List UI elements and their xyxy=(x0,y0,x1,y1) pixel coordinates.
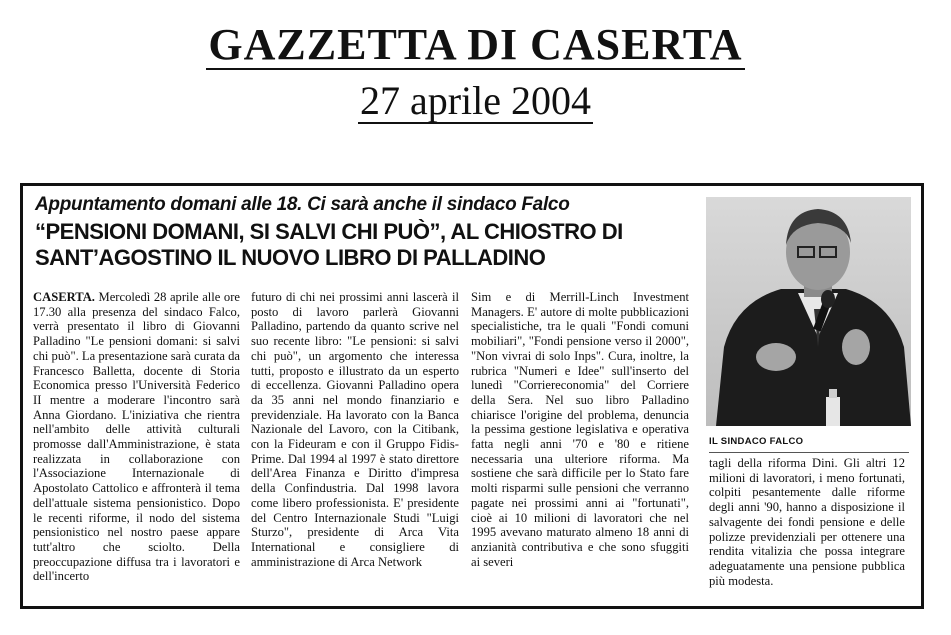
article-column-2: futuro di chi nei prossimi anni lascerà il posto di lavoro parlerà Giovanni Palladino, partendo da quanto scrive nel suo recente libro: "Le pensioni: si salvi chi può", un argomento che interessa tutti, proposto e illustrato da un esperto di eccellenza. Giovanni Palladino opera da 35 anni nel mondo finanziario e previdenziale. Ha lavorato con la Banca Nazionale del Lavoro, con la Citibank, con la Fideuram e con il Gruppo Fidis-Prime. Dal 1994 al 1997 è stato direttore dell'Area Finanza e Diritto d'impresa della Confindustria. Dal 1998 lavora come libero professionista. E' presidente del Centro Internazionale Studi "Luigi Sturzo", presidente di Arca Vita International e consigliere di amministrazione di Arca Network xyxy=(251,290,459,569)
caption-divider xyxy=(709,452,909,453)
mayor-photo xyxy=(706,197,911,426)
mayor-photo-image xyxy=(706,197,911,426)
photo-caption: IL SINDACO FALCO xyxy=(709,436,804,447)
masthead xyxy=(0,22,951,70)
publication-date: 27 aprile 2004 xyxy=(359,78,592,123)
newspaper-name: GAZZETTA DI CASERTA xyxy=(208,20,743,69)
article-dateline: CASERTA. xyxy=(33,290,95,304)
article-kicker: Appuntamento domani alle 18. Ci sarà anche il sindaco Falco xyxy=(35,194,570,215)
column-1-text: Mercoledì 28 aprile alle ore 17.30 alla presenza del sindaco Falco, verrà presentato il libro di Giovanni Palladino "Le pensioni domani: si salvi chi può". La presentazione sarà curata da Francesco Balletta, docente di Storia Economica presso l'Università Federico II mentre a moderare l'incontro sarà Anna Giordano. L'iniziativa che rientra nell'ambito delle attività culturali promosse dall'Amministrazione, è stata realizzata in collaborazione con l'Associazione Internazionale di Apostolato Cattolico e affronterà il tema dell'attuale sistema pensionistico. Dopo le recenti riforme, il nodo del sistema pensionistico nel nostro paese appare tutt'altro che sciolto. Della preoccupazione diffusa tra i lavoratori e dell'incerto xyxy=(33,290,240,584)
article-column-4: tagli della riforma Dini. Gli altri 12 milioni di lavoratori, i meno fortunati, colpiti pesantemente dalle riforme degli anni '90, hanno a disposizione il salvagente dei fondi pensione e delle polizze previdenziali per ottenere una rendita vitalizia che possa integrare adeguatamente una pensione pubblica più modesta. xyxy=(709,456,905,588)
article-column-3: Sim e di Merrill-Linch Investment Managers. E' autore di molte pubblicazioni specialistiche, tra le quali "Fondi comuni mobiliari", "Fondi pensione verso il 2000", "Non vivrai di solo Inps". Cura, inoltre, la rubrica "Numeri e Idee" sull'inserto del lunedì "Corriereconomia" del Corriere della Sera. Nel suo libro Palladino chiarisce l'origine del problema, denuncia la pessima gestione legislativa e operativa fatta negli anni '70 e '80 e ritiene necessaria una ulteriore riforma. Ma sostiene che sarà difficile per lo Stato fare molti risparmi sulle pensioni che verranno pagate nei prossimi anni ai "fortunati", cioè ai 10 milioni di lavoratori che nel 1995 avevano maturato almeno 18 anni di anzianità contributiva e che sono sfuggiti ai severi xyxy=(471,290,689,569)
article-column-1 xyxy=(33,290,240,595)
article-clipping xyxy=(20,183,924,609)
date-wrap xyxy=(0,80,951,124)
article-headline: “PENSIONI DOMANI, SI SALVI CHI PUÒ”, AL CHIOSTRO DI SANT’AGOSTINO IL NUOVO LIBRO DI PALLADINO xyxy=(35,219,623,270)
